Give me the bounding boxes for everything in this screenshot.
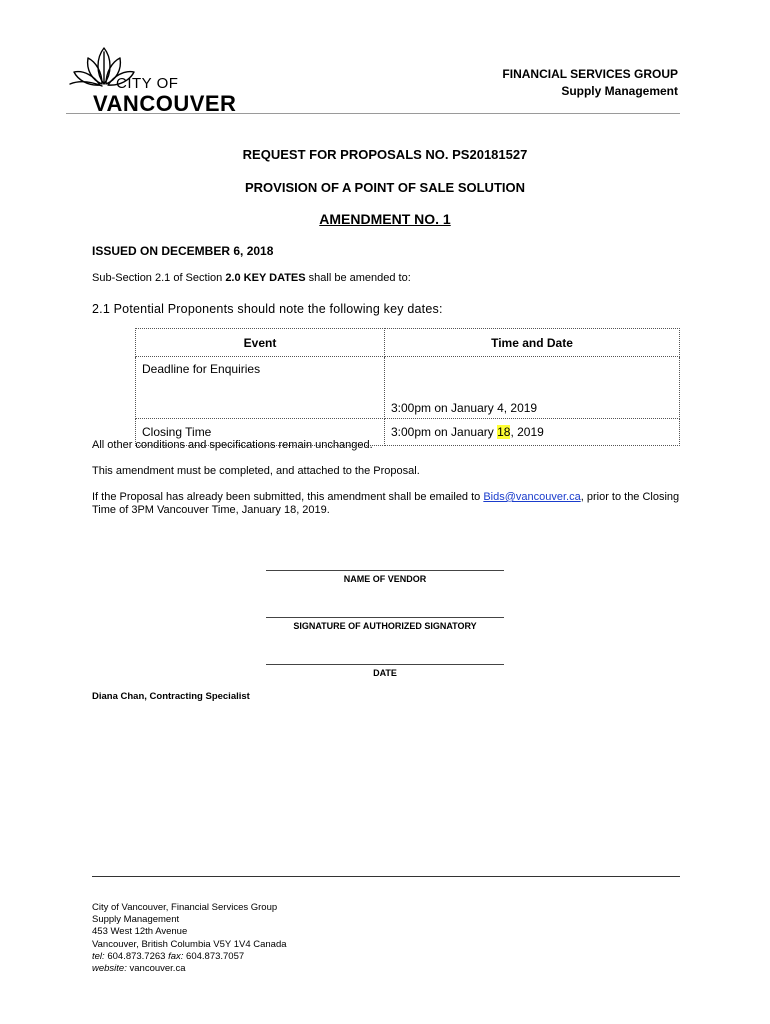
signature-line (266, 664, 504, 665)
issued-date: ISSUED ON DECEMBER 6, 2018 (92, 244, 274, 258)
table-row (136, 357, 680, 419)
department-block (502, 66, 678, 100)
completed-paragraph: This amendment must be completed, and attached to the Proposal. (92, 465, 420, 477)
key-dates-intro: 2.1 Potential Proponents should note the following key dates: (92, 302, 443, 316)
email-link[interactable]: Bids@vancouver.ca (483, 491, 581, 503)
amendment-title: AMENDMENT NO. 1 (319, 211, 451, 227)
authorized-signatory-block (266, 617, 504, 631)
contracting-specialist: Diana Chan, Contracting Specialist (92, 691, 250, 702)
footer-contact (92, 951, 287, 963)
subsection-after: shall be amended to: (305, 272, 411, 284)
conditions-paragraph: All other conditions and specifications remain unchanged. (92, 439, 373, 451)
subsection-before: Sub-Section 2.1 of Section (92, 272, 226, 284)
footer-line: Supply Management (92, 914, 180, 926)
date-signature-block (266, 664, 504, 678)
department-unit: Supply Management (561, 84, 678, 98)
signature-line (266, 570, 504, 571)
signature-label: SIGNATURE OF AUTHORIZED SIGNATORY (293, 621, 477, 631)
footer-line: 453 West 12th Avenue (92, 926, 188, 938)
provision-title: PROVISION OF A POINT OF SALE SOLUTION (245, 180, 525, 195)
header-divider (66, 113, 680, 114)
event-cell: Closing Time (136, 419, 385, 446)
footer-website (92, 963, 287, 975)
website-label: website: (92, 963, 127, 975)
footer-address (92, 902, 287, 975)
signature-label: DATE (373, 668, 397, 678)
event-cell: Deadline for Enquiries (136, 357, 385, 419)
vendor-name-signature-block (266, 570, 504, 584)
header-event: Event (136, 329, 385, 357)
tel-number: 604.873.7263 (104, 950, 169, 962)
fax-label: fax: (168, 950, 184, 962)
header-time-and-date: Time and Date (385, 329, 680, 357)
website-value: vancouver.ca (126, 963, 186, 975)
highlighted-date: 18 (497, 425, 511, 439)
department-group: FINANCIAL SERVICES GROUP (502, 67, 678, 81)
logo-vancouver: VANCOUVER (93, 91, 237, 116)
signature-line (266, 617, 504, 618)
subsection-bold: 2.0 KEY DATES (225, 272, 306, 284)
key-dates-table (135, 328, 680, 446)
fax-number: 604.873.7057 (183, 950, 245, 962)
table-header-row (136, 329, 680, 357)
city-of-vancouver-logo (66, 44, 246, 114)
submitted-before: If the Proposal has already been submitted, this amendment shall be emailed to (92, 491, 484, 503)
time-cell (385, 419, 680, 446)
footer-divider (92, 876, 680, 877)
logo-city-of: CITY OF (116, 75, 179, 92)
time-before: 3:00pm on January (391, 425, 498, 439)
footer-line: Vancouver, British Columbia V5Y 1V4 Canada (92, 938, 287, 950)
tel-label: tel: (92, 950, 105, 962)
submitted-paragraph (92, 491, 682, 517)
time-after: , 2019 (510, 425, 544, 439)
submitted-after: , prior to the Closing Time of 3PM Vancouver Time, January 18, 2019. (92, 491, 680, 516)
footer-line: City of Vancouver, Financial Services Group (92, 902, 278, 913)
subsection-statement (92, 272, 411, 284)
rfp-title: REQUEST FOR PROPOSALS NO. PS20181527 (242, 147, 528, 162)
time-cell: 3:00pm on January 4, 2019 (385, 357, 680, 419)
signature-label: NAME OF VENDOR (343, 574, 427, 584)
